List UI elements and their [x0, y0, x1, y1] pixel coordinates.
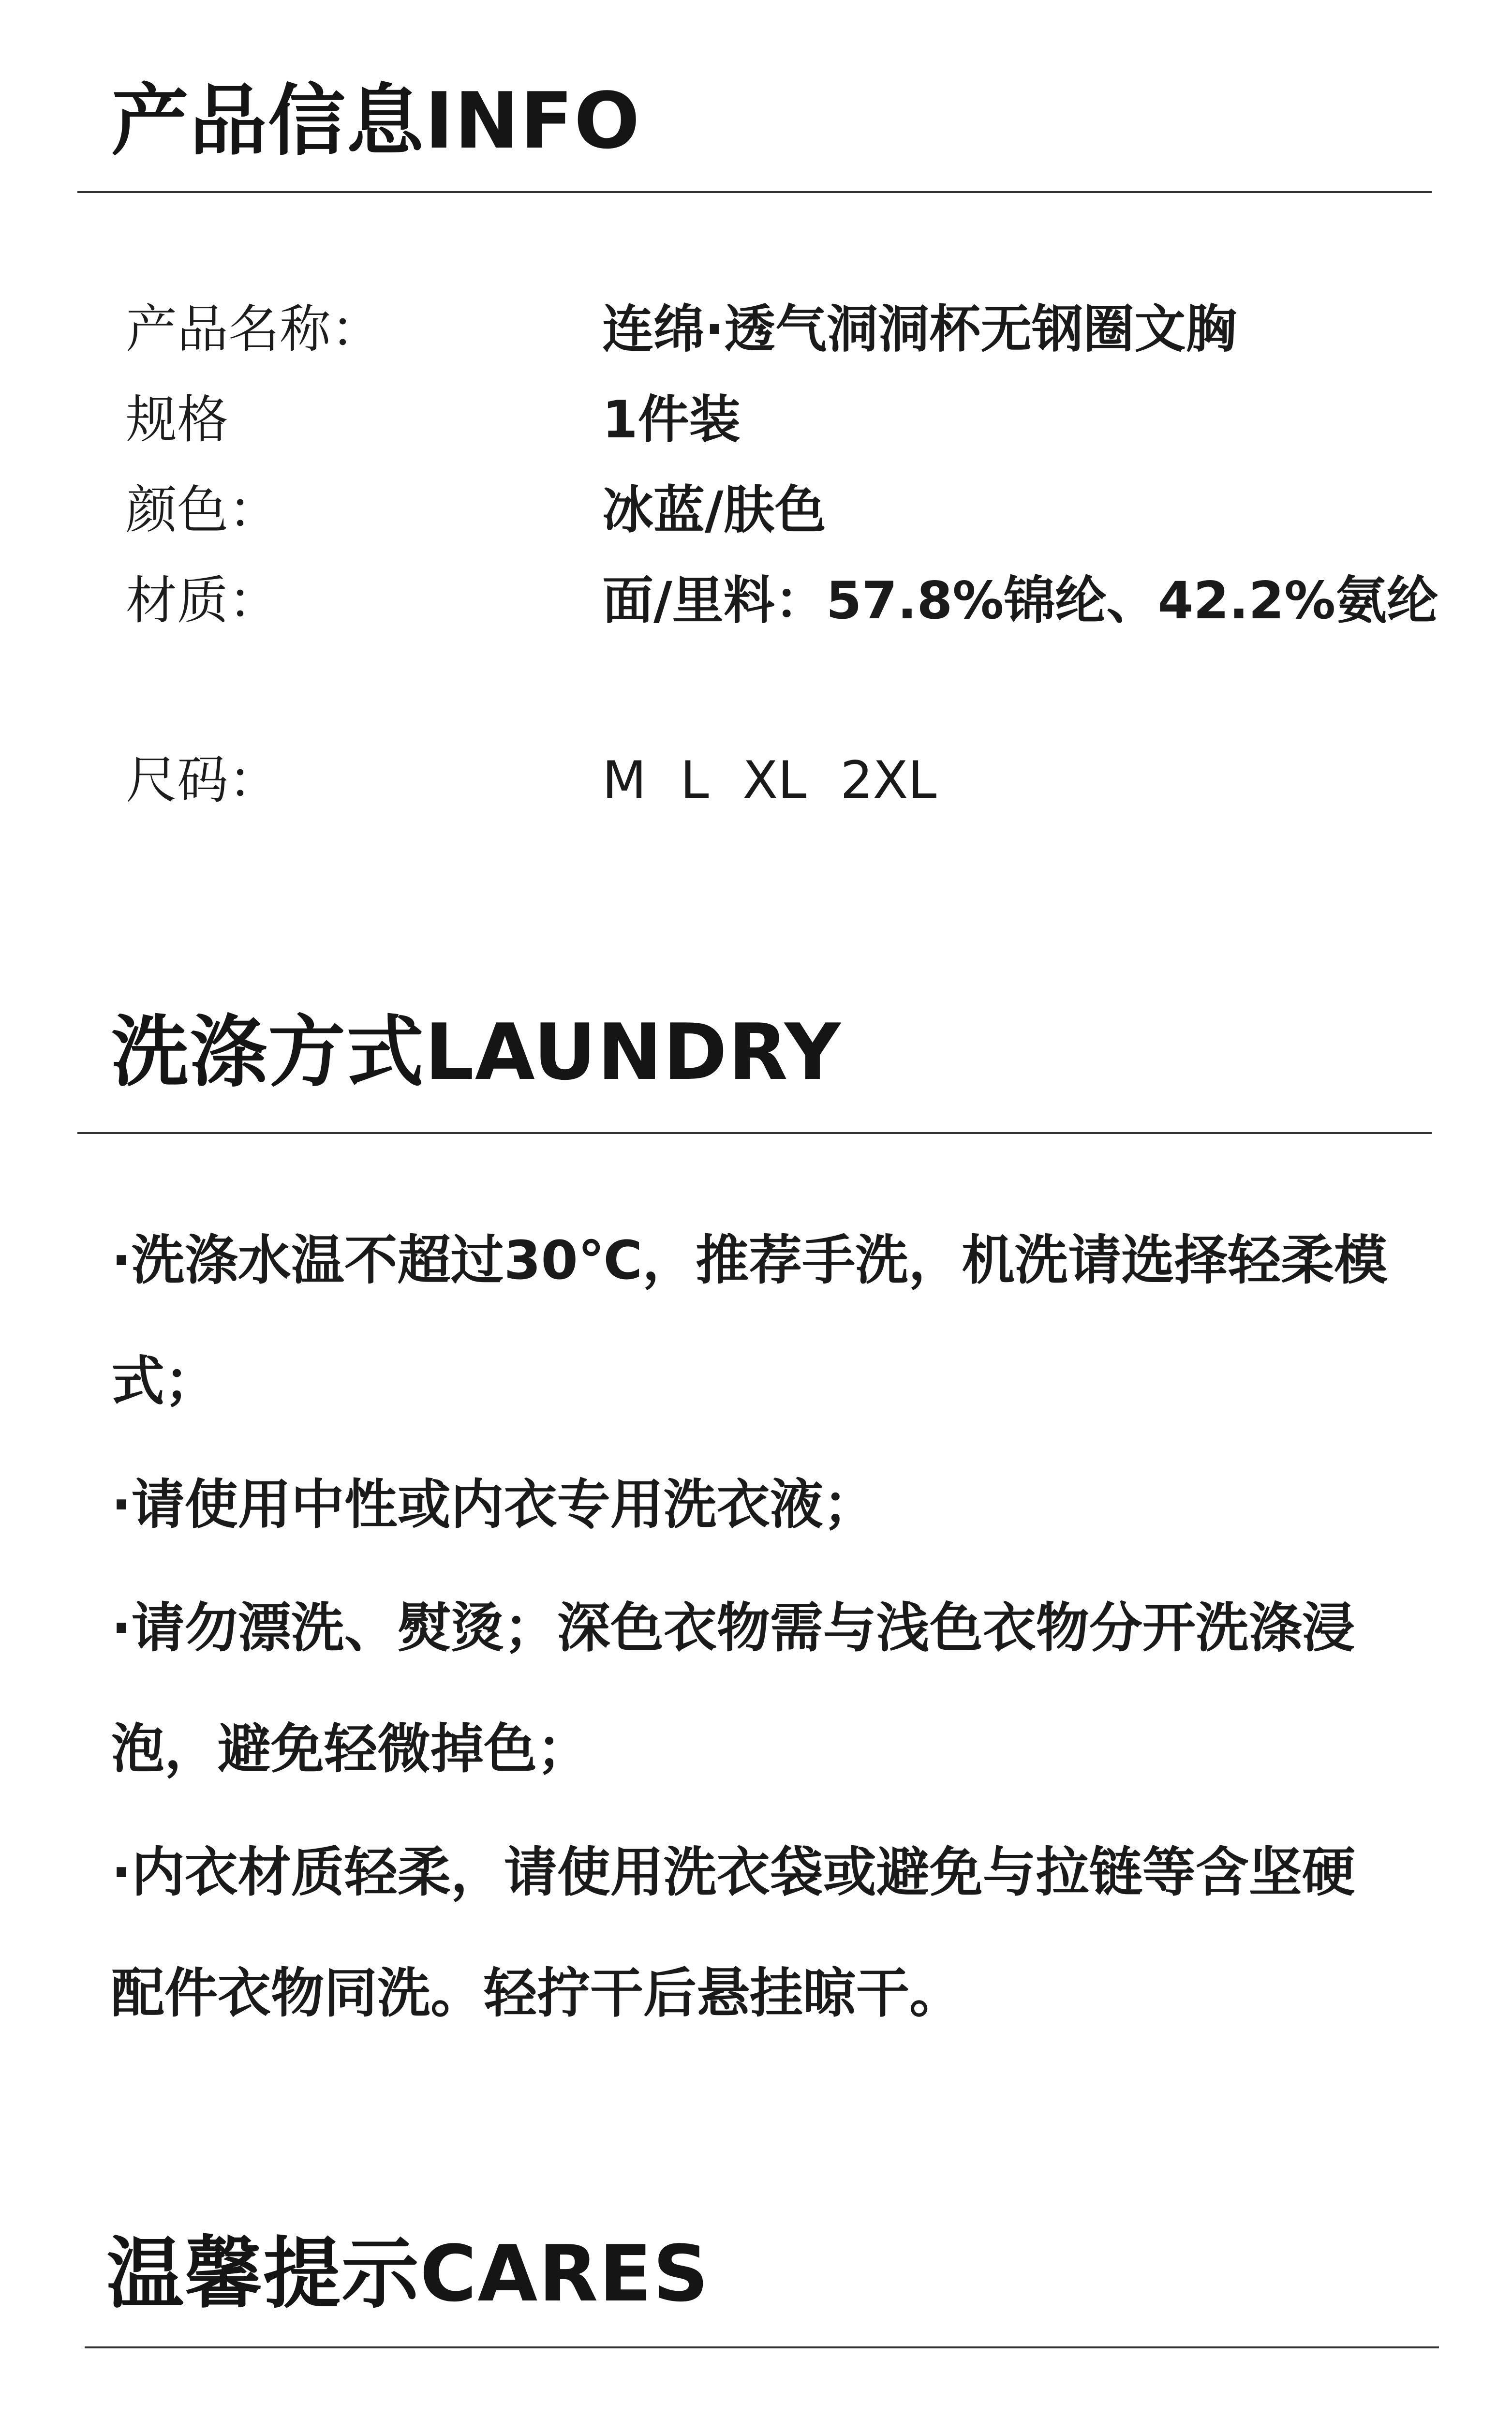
laundry-line: ·请勿漂洗、熨烫；深色衣物需与浅色衣物分开洗涤浸	[111, 1597, 1355, 1659]
cares-divider	[85, 2346, 1439, 2348]
size-option: L	[680, 750, 709, 810]
spec-value-name: 连绵·透气洞洞杯无钢圈文胸	[602, 299, 1237, 359]
laundry-line: 泡，避免轻微掉色；	[111, 1718, 590, 1780]
info-section-title: 产品信息INFO	[111, 75, 641, 166]
size-option: 2XL	[840, 750, 937, 810]
spec-value-spec: 1件装	[602, 390, 741, 449]
spec-value-color: 冰蓝/肤色	[602, 480, 826, 540]
spec-label-color: 颜色：	[126, 480, 280, 540]
spec-label-name: 产品名称：	[126, 299, 382, 359]
laundry-line: ·请使用中性或内衣专用洗衣液；	[111, 1474, 876, 1536]
laundry-line: ·洗涤水温不超过30℃，推荐手洗，机洗请选择轻柔模	[111, 1229, 1388, 1291]
info-divider	[77, 191, 1432, 193]
laundry-line: ·内衣材质轻柔，请使用洗衣袋或避免与拉链等含坚硬	[111, 1841, 1355, 1903]
spec-label-spec: 规格	[126, 390, 228, 449]
laundry-section-title: 洗涤方式LAUNDRY	[111, 1007, 842, 1097]
size-option: XL	[742, 750, 807, 810]
spec-label-material: 材质：	[126, 571, 280, 630]
size-option: M	[602, 750, 647, 810]
spec-value-material: 面/里料：57.8%锦纶、42.2%氨纶	[602, 571, 1438, 630]
spec-label-size: 尺码：	[126, 750, 280, 810]
size-list	[602, 750, 937, 810]
laundry-line: 式；	[111, 1350, 218, 1412]
cares-section-title: 温馨提示CARES	[106, 2228, 710, 2319]
laundry-divider	[77, 1132, 1432, 1134]
laundry-line: 配件衣物同洗。轻拧干后悬挂晾干。	[111, 1962, 963, 2024]
